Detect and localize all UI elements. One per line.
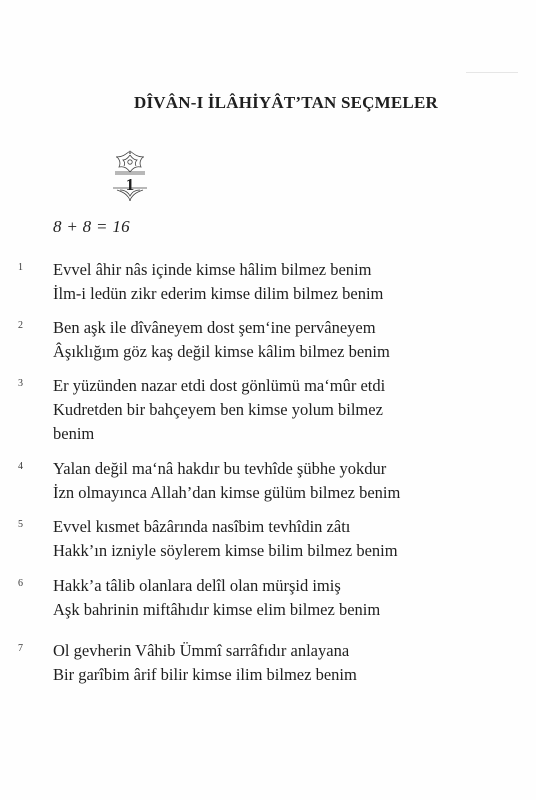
verse-line: benim <box>53 424 95 443</box>
meter-formula: 8 + 8 = 16 <box>53 217 130 236</box>
verse-line: Hakk’ın izniyle söylerem kimse bilim bilmez benim <box>53 541 398 560</box>
verse-line: Âşıklığım göz kaş değil kimse kâlim bilmez benim <box>53 342 390 361</box>
verse-number: 2 <box>18 320 23 331</box>
verse-number: 3 <box>18 378 23 389</box>
verse-number: 4 <box>18 461 23 472</box>
verse-line: Yalan değil ma‘nâ hakdır bu tevhîde şübhe yokdur <box>53 459 387 478</box>
section-number: 1 <box>125 175 135 194</box>
page-edge-mark <box>466 72 518 73</box>
verse-line: Aşk bahrinin miftâhıdır kimse elim bilmez benim <box>53 600 381 619</box>
verse-line: Evvel âhir nâs içinde kimse hâlim bilmez benim <box>53 260 372 279</box>
verse-number: 7 <box>18 643 23 654</box>
verse-line: İlm-i ledün zikr ederim kimse dilim bilmez benim <box>53 284 384 303</box>
verse-number: 6 <box>18 578 23 589</box>
verse-line: Hakk’a tâlib olanlara delîl olan mürşid imiş <box>53 576 341 595</box>
verse-number: 5 <box>18 519 23 530</box>
section-ornament <box>103 148 157 204</box>
page-title: DÎVÂN-I İLÂHİYÂT’TAN SEÇMELER <box>134 93 438 112</box>
verse-line: Ol gevherin Vâhib Ümmî sarrâfıdır anlayana <box>53 641 350 660</box>
verse-line: İzn olmayınca Allah’dan kimse gülüm bilmez benim <box>53 483 401 502</box>
verse-line: Kudretden bir bahçeyem ben kimse yolum bilmez <box>53 400 383 419</box>
verse-line: Bir garîbim ârif bilir kimse ilim bilmez benim <box>53 665 357 684</box>
verse-number: 1 <box>18 262 23 273</box>
verse-line: Ben aşk ile dîvâneyem dost şem‘ine pervâneyem <box>53 318 376 337</box>
verse-line: Er yüzünden nazar etdi dost gönlümü ma‘mûr etdi <box>53 376 386 395</box>
verse-line: Evvel kısmet bâzârında nasîbim tevhîdin zâtı <box>53 517 351 536</box>
